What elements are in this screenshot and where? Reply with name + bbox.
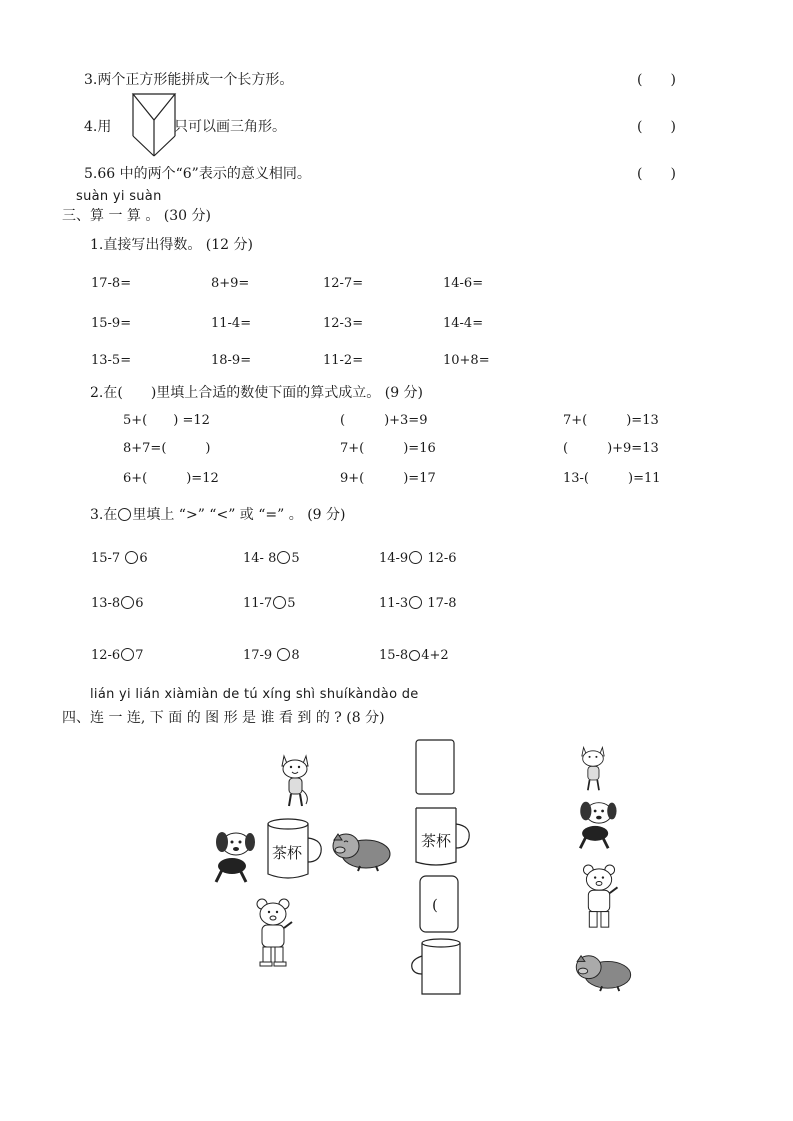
fill-item[interactable]: 13-( )=11: [563, 471, 661, 486]
cat-icon[interactable]: [278, 752, 312, 808]
cup-view-handle-side[interactable]: [418, 874, 462, 936]
cup-view-label: 茶杯: [421, 832, 452, 850]
fill-item[interactable]: 7+( )=13: [563, 413, 659, 428]
calc-item[interactable]: 13-5=: [91, 353, 132, 368]
calc-item[interactable]: 18-9=: [211, 353, 252, 368]
fill-item[interactable]: 9+( )=17: [340, 471, 436, 486]
compare-item[interactable]: 12-6 7: [91, 648, 144, 663]
calc-item[interactable]: 11-2=: [323, 353, 364, 368]
calc-item[interactable]: 12-7=: [323, 276, 364, 291]
compare-circle-icon[interactable]: [277, 648, 290, 661]
section3-title: 三、算 一 算 。 (30 分): [62, 208, 211, 224]
cup-view-handle-left[interactable]: [408, 938, 464, 998]
calc-item[interactable]: 14-4=: [443, 316, 484, 331]
calc-item[interactable]: 17-8=: [91, 276, 132, 291]
compare-item[interactable]: 13-8 6: [91, 596, 144, 611]
compare-circle-icon: [118, 508, 131, 521]
fill-item[interactable]: 6+( )=12: [123, 471, 219, 486]
part2-title: 2.在( )里填上合适的数使下面的算式成立。 (9 分): [90, 385, 424, 401]
compare-circle-icon[interactable]: [121, 596, 134, 609]
part1-title: 1.直接写出得数。 (12 分): [90, 237, 253, 253]
compare-circle-icon[interactable]: [409, 650, 420, 661]
section4-title: 四、连 一 连, 下 面 的 图 形 是 谁 看 到 的 ? (8 分): [62, 710, 385, 726]
cup-view-handle-mark: (: [432, 896, 438, 914]
compare-circle-icon[interactable]: [273, 596, 286, 609]
compare-circle-icon[interactable]: [277, 551, 290, 564]
triangular-prism-icon: [131, 92, 177, 158]
part3-title: 3.在 里填上 “>” “<” 或 “=” 。 (9 分): [90, 507, 346, 523]
section4-pinyin: lián yi lián xiàmiàn de tú xíng shì shuíkàndào de: [90, 687, 419, 702]
calc-item[interactable]: 14-6=: [443, 276, 484, 291]
dog-icon[interactable]: [208, 828, 260, 886]
judge-q4-prefix: 4.用: [84, 119, 112, 135]
mug-label: 茶杯: [272, 844, 303, 862]
compare-circle-icon[interactable]: [409, 551, 422, 564]
fill-item[interactable]: 7+( )=16: [340, 441, 436, 456]
fill-item[interactable]: 8+7=( ): [123, 441, 211, 456]
dog-small-icon[interactable]: [572, 798, 622, 852]
section3-pinyin: suàn yi suàn: [76, 189, 162, 204]
bear-icon[interactable]: [254, 898, 294, 968]
judge-q3: 3.两个正方形能拼成一个长方形。: [84, 72, 294, 88]
compare-circle-icon[interactable]: [125, 551, 138, 564]
judge-q5: 5.66 中的两个“6”表示的意义相同。: [84, 166, 311, 182]
calc-item[interactable]: 11-4=: [211, 316, 252, 331]
compare-item[interactable]: 11-7 5: [243, 596, 296, 611]
compare-item[interactable]: 14-9 12-6: [379, 551, 457, 566]
calc-item[interactable]: 10+8=: [443, 353, 490, 368]
fill-item[interactable]: 5+( ) =12: [123, 413, 210, 428]
fill-item[interactable]: ( )+3=9: [340, 413, 428, 428]
compare-item[interactable]: 11-3 17-8: [379, 596, 457, 611]
compare-circle-icon[interactable]: [409, 596, 422, 609]
bear-small-icon[interactable]: [580, 864, 620, 932]
fill-item[interactable]: ( )+9=13: [563, 441, 659, 456]
calc-item[interactable]: 8+9=: [211, 276, 250, 291]
compare-circle-icon[interactable]: [121, 648, 134, 661]
compare-item[interactable]: 15-7 6: [91, 551, 148, 566]
answer-blank-q3[interactable]: ( ): [637, 72, 676, 88]
pig-icon[interactable]: [330, 828, 392, 872]
compare-item[interactable]: 15-8 4+2: [379, 648, 449, 663]
cat-small-icon[interactable]: [578, 744, 608, 792]
cup-view-top-plain[interactable]: [414, 738, 458, 798]
judge-q4-suffix: 只可以画三角形。: [174, 119, 286, 135]
answer-blank-q5[interactable]: ( ): [637, 166, 676, 182]
pig-small-icon[interactable]: [572, 950, 634, 992]
calc-item[interactable]: 15-9=: [91, 316, 132, 331]
answer-blank-q4[interactable]: ( ): [637, 119, 676, 135]
compare-item[interactable]: 14- 8 5: [243, 551, 300, 566]
calc-item[interactable]: 12-3=: [323, 316, 364, 331]
compare-item[interactable]: 17-9 8: [243, 648, 300, 663]
